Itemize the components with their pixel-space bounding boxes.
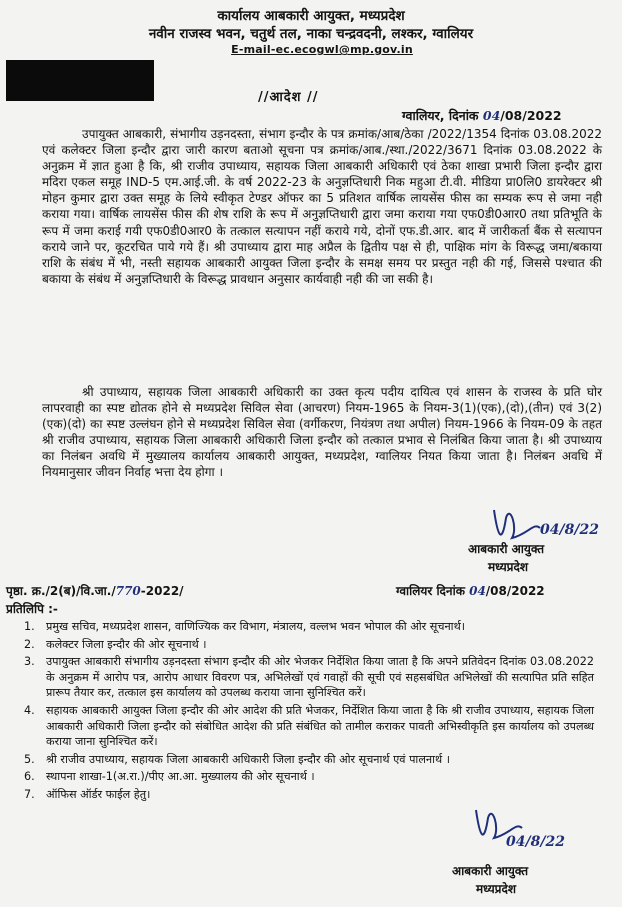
list-item-number: 2. xyxy=(24,637,35,651)
body-paragraph-2-text: श्री उपाध्याय, सहायक जिला आबकारी अधिकारी का उक्त कृत्य पदीय दायित्व एवं शासन के राजस्व के प्रति घोर लापरवाही का स्पष्ट द्योतक होने से मध्यप्रदेश सिविल सेवा (आचरण) नियम-1965 के नियम-3(1)(एक),(दो),(तीन) एवं 3(2)(एक)(दो) का स्पष्ट उल्लंघन होने से मध्यप्रदेश सिविल सेवा (वर्गीकरण, नियंत्रण तथा अपील) नियम-1966 के नियम-09 के तहत श्री राजीव उपाध्याय, सहायक जिला आबकारी अधिकारी जिला इन्दौर को तत्काल प्रभाव से निलंबित किया जाता है। श्री उपाध्याय का निलंबन अवधि में मुख्यालय कार्यालय आबकारी आयुक्त, मध्यप्रदेश, ग्वालियर नियत किया जाता है। निलंबन अवधि में नियमानुसार जीवन निर्वाह भत्ता देय होगा । xyxy=(42,385,602,480)
body-paragraph-1-text: उपायुक्त आबकारी, संभागीय उड़नदस्ता, संभाग इन्दौर के पत्र क्रमांक/आब/ठेका /2022/1354 दिनांक 03.08.2022 एवं कलेक्टर जिला इन्दौर द्वारा जारी कारण बताओ सूचना पत्र क्रमांक/आब./स्था./2022/3671 दिनांक 03.08.2022 के अनुक्रम में ज्ञात हुआ है कि, श्री राजीव उपाध्याय, सहायक जिला आबकारी अधिकारी एवं ठेका शाखा प्रभारी जिला इन्दौर द्वारा मदिरा एकल समूह IND-5 एम.आई.जी. के वर्ष 2022-23 के अनुज्ञप्तिधारी निक महुआ टी.वी. मीडिया प्रा0लि0 डायरेक्टर श्री मोहन कुमार द्वारा उक्त समूह के लिये स्वीकृत टेण्डर ऑफर का 5 प्रतिशत वार्षिक लायसेंस फीस का सम्यक रूप से जमा नही कराया गया। वार्षिक लायसेंस फीस की शेष राशि के रूप में अनुज्ञप्तिधारी द्वारा जमा कराया गया एफ0डी0आर0 तथा प्रतिभूति के रूप में जमा कराई गयी एफ0डी0आर0 के तत्काल सत्यापन नहीं कराये गये, दोनों एफ.डी.आर. बाद में जारीकर्ता बैंक से सत्यापन कराये जाने पर, कूटरचित पाये गये हैं। श्री उपाध्याय द्वारा माह अप्रैल के द्वितीय पक्ष से ही, पाक्षिक मांग के विरूद्ध जमा/बकाया राशि के संबंध में भी, नस्ती सहायक आबकारी आयुक्त जिला इन्दौर के समक्ष समय पर प्रस्तुत नही की गई, जिससे पश्चात की बकाया के संबंध में अनुज्ञप्तिधारी के विरूद्ध प्रावधान अनुसार कार्यवाही नही की जा सकी है। xyxy=(42,127,602,286)
order-date-handwritten: 04 xyxy=(482,108,501,123)
list-item-number: 3. xyxy=(24,655,35,669)
memo-number xyxy=(6,582,184,599)
signature-1-date: 04/8/22 xyxy=(540,522,599,538)
list-item-text: कलेक्टर जिला इन्दौर की ओर सूचनार्थ । xyxy=(46,637,207,651)
office-name: कार्यालय आबकारी आयुक्त, मध्यप्रदेश xyxy=(217,8,405,24)
list-item-number: 6. xyxy=(24,770,35,784)
list-item xyxy=(24,752,594,768)
signature-1-state: मध्यप्रदेश xyxy=(488,560,529,574)
signature-2-state: मध्यप्रदेश xyxy=(476,882,517,896)
list-item-number: 5. xyxy=(24,752,35,766)
memo-date-prefix: ग्वालियर दिनांक xyxy=(396,584,465,598)
list-item-text: उपायुक्त आबकारी संभागीय उड़नदस्ता संभाग इन्दौर की ओर भेजकर निर्देशित किया जाता है कि अपने प्रतिवेदन दिनांक 03.08.2022 के अनुक्रम में आरोप पत्र, आरोप आधार विवरण पत्र, अभिलेखों एवं गवाहों की सूची एवं सहसबंधित अभिलेखों की सत्यापित प्रति सहित प्रारूप तैयार कर, तत्काल इस कार्यालय को उपलब्ध कराया जाना सुनिश्चित करें। xyxy=(46,655,594,700)
redaction-block xyxy=(6,60,154,101)
list-item xyxy=(24,654,594,701)
memo-date-suffix: /08/2022 xyxy=(485,584,545,598)
list-item xyxy=(24,769,594,785)
memo-date xyxy=(396,582,545,599)
copy-to-label: प्रतिलिपि :- xyxy=(6,602,58,616)
memo-number-handwritten: 770 xyxy=(115,584,141,598)
order-date-prefix: ग्वालियर, दिनांक xyxy=(402,108,479,123)
memo-number-prefix: पृष्ठा. क्र./2(ब)/वि.जा./ xyxy=(6,584,116,598)
body-paragraph-1 xyxy=(42,126,602,287)
order-title: //आदेश // xyxy=(258,90,319,105)
list-item xyxy=(24,703,594,750)
body-paragraph-2 xyxy=(42,384,602,481)
list-item-text: श्री राजीव उपाध्याय, सहायक जिला आबकारी अधिकारी जिला इन्दौर की ओर सूचनार्थ एवं पालनार्थ । xyxy=(46,752,450,766)
memo-number-suffix: -2022/ xyxy=(140,584,184,598)
order-date xyxy=(402,107,562,124)
signature-1-title: आबकारी आयुक्त xyxy=(468,542,545,556)
list-item xyxy=(24,619,594,635)
office-address: नवीन राजस्व भवन, चतुर्थ तल, नाका चन्द्रवदनी, लश्कर, ग्वालियर xyxy=(148,26,474,42)
list-item-text: प्रमुख सचिव, मध्यप्रदेश शासन, वाणिज्यिक कर विभाग, मंत्रालय, वल्लभ भवन भोपाल की ओर सूचनार्थ। xyxy=(46,620,465,633)
list-item-text: स्थापना शाखा-1(अ.रा.)/पीए आ.आ. मुख्यालय की ओर सूचनार्थ । xyxy=(46,770,315,784)
list-item-number: 4. xyxy=(24,703,35,717)
list-item-number: 7. xyxy=(24,787,35,801)
list-item-text: सहायक आबकारी आयुक्त जिला इन्दौर की ओर आदेश की प्रति भेजकर, निर्देशित किया जाता है कि श्री राजीव उपाध्याय, सहायक जिला आबकारी अधिकारी जिला इन्दौर को संबोधित आदेश की प्रति संबंधित को तामील कराकर पावती अभिस्वीकृति इस कार्यालय को उपलब्ध कराया जाना सुनिश्चित करें। xyxy=(46,703,594,749)
list-item xyxy=(24,637,594,653)
office-email: E-mail-ec.ecogwl@mp.gov.in xyxy=(231,43,413,56)
list-item-number: 1. xyxy=(24,620,35,633)
signature-2-date: 04/8/22 xyxy=(506,834,565,850)
signature-2-title: आबकारी आयुक्त xyxy=(452,864,529,878)
list-item-text: ऑफिस ऑर्डर फाईल हेतु। xyxy=(46,787,151,801)
memo-date-handwritten: 04 xyxy=(469,584,486,598)
copy-list xyxy=(24,619,594,805)
order-date-suffix: /08/2022 xyxy=(500,108,562,123)
